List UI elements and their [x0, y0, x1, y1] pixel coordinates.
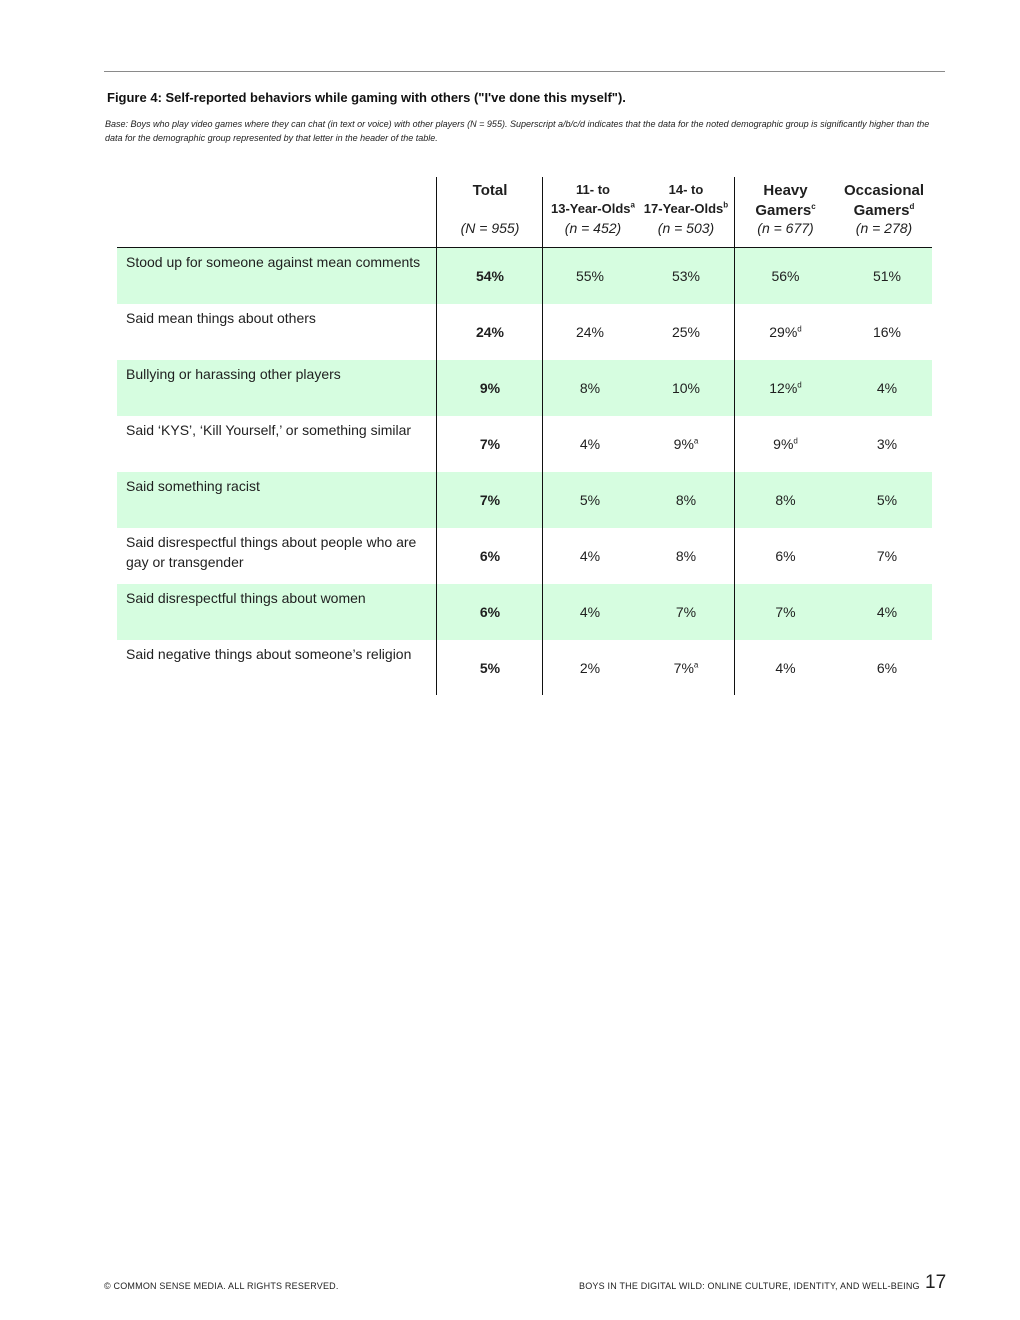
table-cell: 9% — [479, 380, 501, 396]
table-cell: 2% — [579, 660, 601, 676]
table-cell: 54% — [475, 268, 505, 284]
table-cell: 7% — [876, 548, 898, 564]
row-label: Said mean things about others — [126, 310, 316, 326]
footer-copyright: © COMMON SENSE MEDIA. ALL RIGHTS RESERVED. — [104, 1281, 339, 1291]
table-cell: 4% — [579, 548, 601, 564]
figure-title: Figure 4: Self-reported behaviors while gaming with others ("I've done this myself"). — [107, 90, 626, 105]
table-cell: 55% — [575, 268, 605, 284]
table-cell: 6% — [876, 660, 898, 676]
table-cell: 7%$^a$ — [673, 660, 699, 676]
table-row — [117, 416, 932, 472]
data-table — [117, 177, 932, 696]
base-note: Base: Boys who play video games where they can chat (in text or voice) with other players (N = 955). Superscript a/b/c/d indicates that the data for the noted demographic group is significantly higher than the data for the demographic group represented by that letter in the header of the table. — [105, 119, 930, 143]
table-cell: 5% — [579, 492, 601, 508]
table-cell: 25% — [671, 324, 701, 340]
top-rule — [104, 71, 945, 72]
table-cell: 7% — [479, 492, 501, 508]
table-cell: 29%$^d$ — [769, 324, 802, 340]
table-row — [117, 528, 932, 584]
table-cell: 7% — [479, 436, 501, 452]
table-header — [117, 177, 932, 248]
table-row — [117, 304, 932, 360]
table-cell: 3% — [876, 436, 898, 452]
table-cell: 6% — [479, 548, 501, 564]
table-cell: 8% — [579, 380, 601, 396]
row-label: Said something racist — [126, 478, 260, 494]
table-cell: 4% — [775, 660, 796, 676]
row-label: Said disrespectful things about women — [126, 590, 366, 606]
table-cell: 8% — [675, 492, 697, 508]
column-divider — [734, 177, 735, 695]
table-cell: 24% — [575, 324, 605, 340]
table-cell: 5% — [876, 492, 898, 508]
row-label: Said negative things about someone’s religion — [126, 646, 412, 662]
table-cell: 9%$^a$ — [673, 436, 699, 452]
table-cell: 8% — [675, 548, 697, 564]
column-divider — [436, 177, 437, 695]
table-cell: 6% — [775, 548, 796, 564]
column-header-occasional: Occasional Gamers$^d$ (n = 278) — [843, 182, 925, 236]
table-cell: 7% — [775, 604, 796, 620]
table-row — [117, 360, 932, 416]
table-cell: 4% — [876, 604, 898, 620]
table-cell: 24% — [475, 324, 505, 340]
table-cell: 5% — [479, 660, 501, 676]
table-row — [117, 584, 932, 640]
page-number: 17 — [925, 1272, 947, 1293]
column-header-heavy: Heavy Gamers$^c$ (n = 677) — [755, 182, 816, 236]
table-cell: 51% — [872, 268, 902, 284]
table-cell: 4% — [579, 436, 601, 452]
table-row — [117, 640, 932, 696]
row-label: Bullying or harassing other players — [126, 366, 341, 382]
table-cell: 6% — [479, 604, 501, 620]
table-cell: 53% — [671, 268, 701, 284]
table-cell: 4% — [579, 604, 601, 620]
row-label: Said disrespectful things about people who are gay or transgender — [126, 534, 417, 570]
table-cell: 4% — [876, 380, 898, 396]
table-row — [117, 472, 932, 528]
table-row — [117, 248, 932, 304]
table-cell: 7% — [675, 604, 697, 620]
table-cell: 16% — [872, 324, 902, 340]
footer-report-title: BOYS IN THE DIGITAL WILD: ONLINE CULTURE, IDENTITY, AND WELL-BEING — [579, 1281, 920, 1291]
table-body — [117, 248, 932, 696]
column-header-total: Total (N = 955) — [460, 182, 520, 236]
column-header-14-17: 14- to 17-Year-Olds$^b$ (n = 503) — [643, 182, 729, 236]
table-cell: 12%$^d$ — [769, 380, 802, 396]
table-cell: 56% — [771, 268, 800, 284]
table-cell: 8% — [775, 492, 796, 508]
row-label: Stood up for someone against mean comments — [126, 254, 421, 270]
column-divider — [542, 177, 543, 695]
column-header-11-13: 11- to 13-Year-Olds$^a$ (n = 452) — [551, 182, 635, 236]
row-label: Said ‘KYS’, ‘Kill Yourself,’ or something similar — [126, 422, 412, 438]
table-cell: 10% — [671, 380, 701, 396]
table-cell: 9%$^d$ — [773, 436, 798, 452]
